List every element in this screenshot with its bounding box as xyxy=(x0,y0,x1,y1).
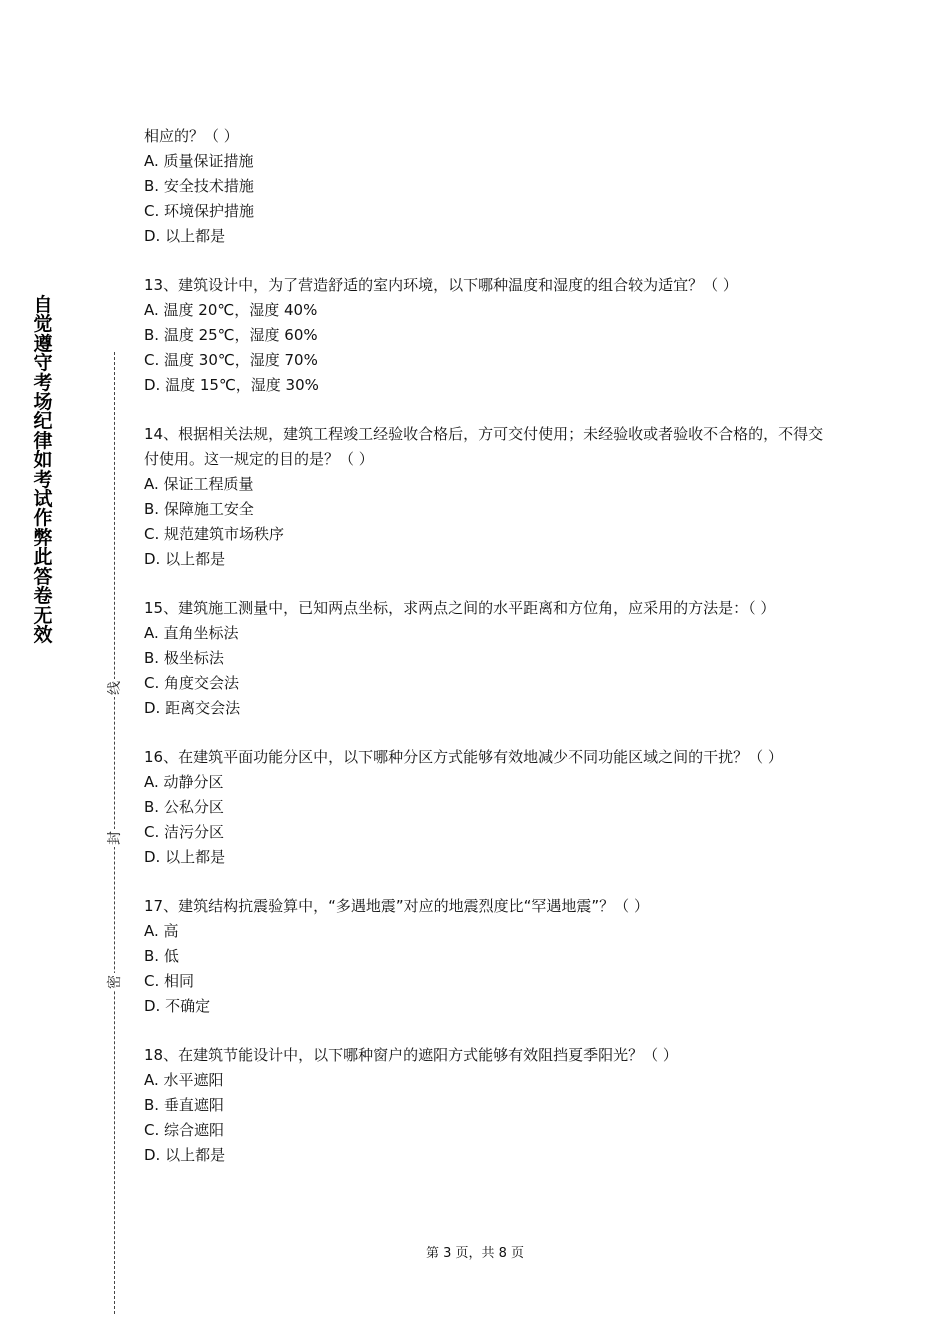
option-a: A. 保证工程质量 xyxy=(144,475,254,493)
question-13 xyxy=(144,273,824,398)
option-c: C. 环境保护措施 xyxy=(144,202,255,220)
option-d: D. 不确定 xyxy=(144,997,211,1015)
option-c: C. 相同 xyxy=(144,972,195,990)
binding-label-seal: 封 xyxy=(107,831,123,845)
binding-label-line: 线 xyxy=(107,681,123,695)
option-c: C. 综合遮阳 xyxy=(144,1121,225,1139)
question-stem: 17、建筑结构抗震验算中，“多遇地震”对应的地震烈度比“罕遇地震”？（ ） xyxy=(144,897,649,915)
option-b: B. 低 xyxy=(144,947,179,965)
question-18 xyxy=(144,1043,824,1168)
question-stem: 15、建筑施工测量中，已知两点坐标，求两点之间的水平距离和方位角，应采用的方法是：（ ） xyxy=(144,599,776,617)
question-stem: 18、在建筑节能设计中，以下哪种窗户的遮阳方式能够有效阻挡夏季阳光？（ ） xyxy=(144,1046,678,1064)
question-16 xyxy=(144,745,824,870)
exam-warning-text: 自觉遵守考场纪律如考试作弊此答卷无效 xyxy=(33,294,53,646)
option-a: A. 直角坐标法 xyxy=(144,624,239,642)
option-c: C. 规范建筑市场秩序 xyxy=(144,525,285,543)
question-17 xyxy=(144,894,824,1019)
question-stem: 14、根据相关法规，建筑工程竣工经验收合格后，方可交付使用；未经验收或者验收不合格的，不得交付使用。这一规定的目的是？（ ） xyxy=(144,425,824,468)
option-b: B. 垂直遮阳 xyxy=(144,1096,224,1114)
option-b: B. 温度 25℃，湿度 60% xyxy=(144,326,318,344)
question-14 xyxy=(144,422,824,572)
page-number: 第 3 页，共 8 页 xyxy=(425,1246,525,1261)
option-d: D. 以上都是 xyxy=(144,848,226,866)
option-c: C. 角度交会法 xyxy=(144,674,240,692)
question-stem: 16、在建筑平面功能分区中，以下哪种分区方式能够有效地减少不同功能区域之间的干扰？（ ） xyxy=(144,748,783,766)
binding-label-secret: 密 xyxy=(107,975,123,989)
question-list xyxy=(144,124,824,1192)
option-d: D. 以上都是 xyxy=(144,227,226,245)
option-d: D. 温度 15℃，湿度 30% xyxy=(144,376,319,394)
option-b: B. 保障施工安全 xyxy=(144,500,254,518)
option-b: B. 安全技术措施 xyxy=(144,177,254,195)
option-d: D. 以上都是 xyxy=(144,550,226,568)
option-c: C. 洁污分区 xyxy=(144,823,225,841)
question-continuation xyxy=(144,124,824,249)
option-c: C. 温度 30℃，湿度 70% xyxy=(144,351,318,369)
option-a: A. 高 xyxy=(144,922,179,940)
option-d: D. 距离交会法 xyxy=(144,699,241,717)
option-a: A. 水平遮阳 xyxy=(144,1071,224,1089)
question-15 xyxy=(144,596,824,721)
option-a: A. 温度 20℃，湿度 40% xyxy=(144,301,318,319)
option-d: D. 以上都是 xyxy=(144,1146,226,1164)
question-stem: 13、建筑设计中，为了营造舒适的室内环境，以下哪种温度和湿度的组合较为适宜？（ ） xyxy=(144,276,738,294)
option-a: A. 质量保证措施 xyxy=(144,152,254,170)
option-a: A. 动静分区 xyxy=(144,773,224,791)
option-b: B. 公私分区 xyxy=(144,798,224,816)
question-stem: 相应的？（ ） xyxy=(144,127,239,145)
option-b: B. 极坐标法 xyxy=(144,649,224,667)
